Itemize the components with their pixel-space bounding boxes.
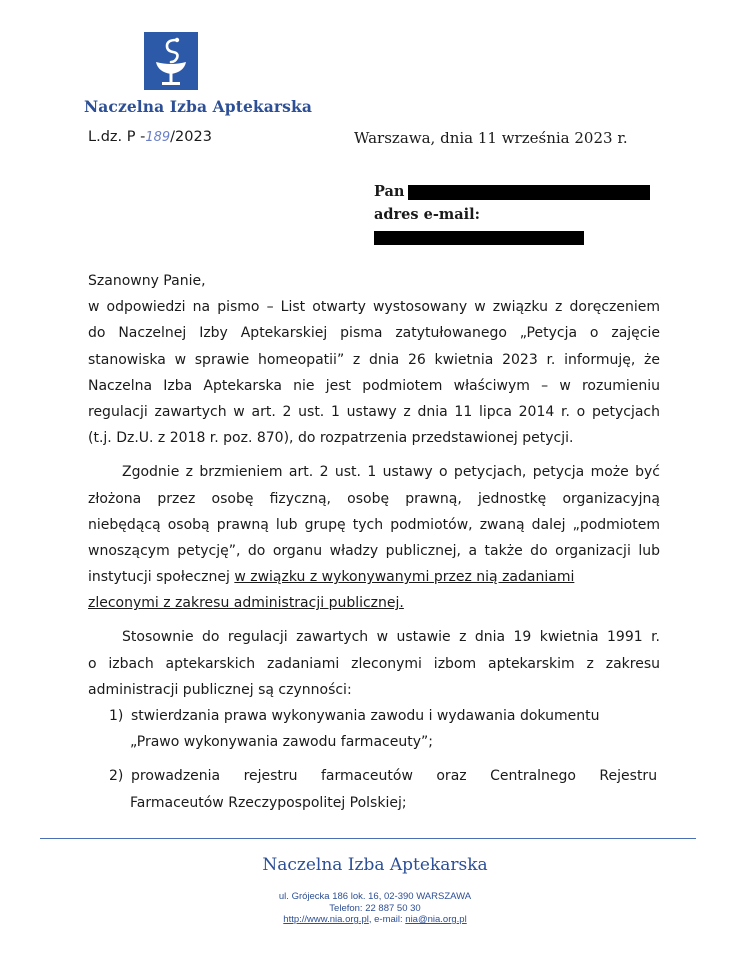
- ref-suffix: /2023: [170, 129, 212, 145]
- paragraph-2-line: złożona przez osobę fizyczną, osobę prawną, jednostkę organizacyjną: [88, 490, 660, 507]
- email-link[interactable]: nia@nia.org.pl: [405, 914, 467, 925]
- website-link[interactable]: http://www.nia.org.pl: [283, 914, 369, 925]
- footer-web-line: [0, 914, 750, 926]
- bowl-of-hygieia-icon: [144, 32, 198, 90]
- ref-prefix: L.dz. P -: [88, 129, 146, 145]
- paragraph-2-line: [88, 564, 660, 590]
- recipient-salutation: Pan: [374, 183, 405, 200]
- recipient-name-line: [374, 180, 650, 203]
- footer-address: ul. Grójecka 186 lok. 16, 02-390 WARSZAWA: [278, 891, 472, 902]
- footer-organization-name: Naczelna Izba Aptekarska: [262, 855, 488, 875]
- paragraph-3-line: o izbach aptekarskich zadaniami zleconymi izbom aptekarskim z zakresu: [88, 655, 660, 672]
- paragraph-1-line: stanowiska w sprawie homeopatii” z dnia 26 kwietnia 2023 r. informuję, że: [88, 351, 660, 368]
- greeting: Szanowny Panie,: [88, 273, 206, 289]
- reference-number: [88, 129, 212, 145]
- letter-body: [88, 268, 660, 816]
- paragraph-1-line: regulacji zawartych w art. 2 ust. 1 ustawy z dnia 11 lipca 2014 r. o petycjach: [88, 403, 660, 420]
- list-item-number: 2): [109, 768, 124, 785]
- paragraph-2-line: Zgodnie z brzmieniem art. 2 ust. 1 ustawy o petycjach, petycja może być: [122, 464, 660, 481]
- paragraph-2-line: [88, 590, 660, 616]
- footer-contact: [0, 891, 750, 926]
- recipient-email-line: [374, 226, 650, 249]
- list-item-continuation: Farmaceutów Rzeczypospolitej Polskiej;: [130, 794, 407, 811]
- paragraph-2-line: niebędącą osobą prawną lub grupę tych podmiotów, zwaną dalej „podmiotem: [88, 516, 660, 533]
- list-item-continuation: „Prawo wykonywania zawodu farmaceuty”;: [130, 734, 433, 751]
- ref-number-handwritten: 189: [145, 130, 171, 145]
- paragraph-2-line: wnoszącym petycję”, do organu władzy publicznej, a także do organizacji lub: [88, 542, 660, 559]
- recipient-block: [374, 180, 650, 249]
- underlined-text: w związku z wykonywanymi przez nią zadaniami: [234, 569, 575, 586]
- paragraph-1-line: (t.j. Dz.U. z 2018 r. poz. 870), do rozpatrzenia przedstawionej petycji.: [88, 430, 574, 447]
- recipient-email-label: adres e-mail:: [374, 206, 480, 223]
- paragraph-3-line: administracji publicznej są czynności:: [88, 681, 352, 698]
- list-item: [88, 703, 660, 729]
- list-item-text: prowadzenia rejestru farmaceutów oraz Centralnego Rejestru: [131, 768, 658, 785]
- footer-phone: Telefon: 22 887 50 30: [329, 902, 421, 914]
- list-item: [88, 763, 660, 789]
- letter-date: Warszawa, dnia 11 września 2023 r.: [354, 129, 628, 147]
- list-item-number: 1): [109, 708, 124, 724]
- logo: [144, 32, 198, 90]
- paragraph-2-text: instytucji społecznej: [88, 569, 235, 586]
- list-item-text: stwierdzania prawa wykonywania zawodu i wydawania dokumentu: [131, 708, 600, 724]
- redacted-name: [408, 185, 650, 200]
- paragraph-3-line: Stosownie do regulacji zawartych w ustawie z dnia 19 kwietnia 1991 r.: [122, 629, 660, 646]
- footer-divider: [40, 838, 696, 839]
- organization-name: Naczelna Izba Aptekarska: [84, 97, 312, 116]
- email-label: , e-mail:: [368, 914, 406, 925]
- redacted-email: [374, 231, 584, 245]
- paragraph-1-line: do Naczelnej Izby Aptekarskiej pisma zatytułowanego „Petycja o zajęcie: [88, 325, 660, 342]
- paragraph-1-line: Naczelna Izba Aptekarska nie jest podmiotem właściwym – w rozumieniu: [88, 377, 660, 394]
- paragraph-1-line: w odpowiedzi na pismo – List otwarty wystosowany w związku z doręczeniem: [88, 299, 660, 316]
- underlined-text: zleconymi z zakresu administracji publicznej.: [88, 595, 404, 612]
